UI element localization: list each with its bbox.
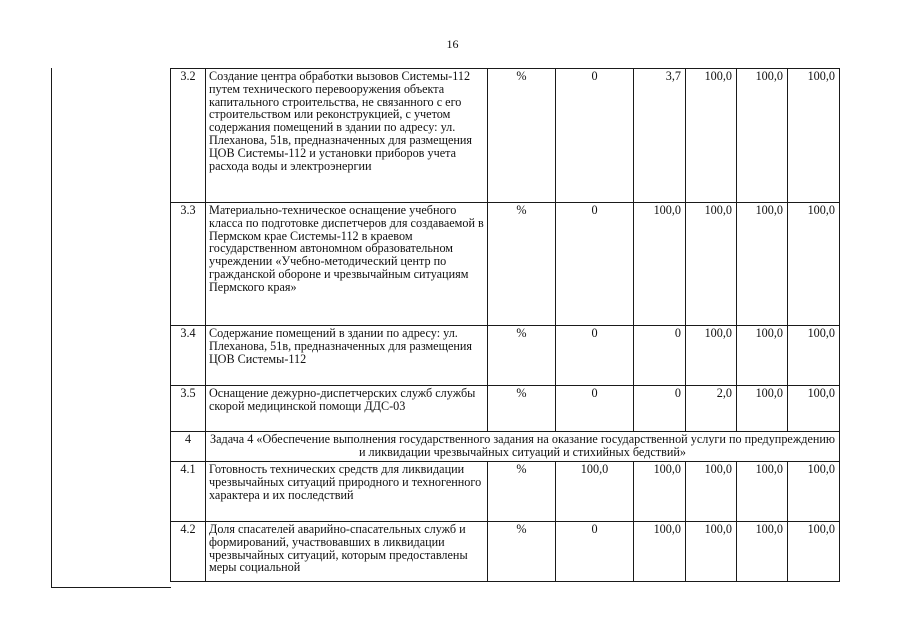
value-cell: 100,0 bbox=[737, 326, 788, 386]
row-number: 3.2 bbox=[171, 69, 206, 203]
table-row bbox=[171, 326, 840, 386]
value-cell: 100,0 bbox=[788, 522, 840, 582]
table-row bbox=[171, 522, 840, 582]
row-number: 3.5 bbox=[171, 386, 206, 432]
task-heading: Задача 4 «Обеспечение выполнения государственного задания на оказание государственной услуги по предупреждению и ликвидации чрезвычайных ситуаций и стихийных бедствий» bbox=[206, 432, 840, 462]
row-number: 4.2 bbox=[171, 522, 206, 582]
value-cell: 100,0 bbox=[788, 203, 840, 326]
indicators-table bbox=[170, 68, 840, 582]
value-cell: 100,0 bbox=[737, 522, 788, 582]
unit-cell: % bbox=[488, 462, 556, 522]
table-row bbox=[171, 69, 840, 203]
indicator-name: Оснащение дежурно-диспетчерских служб службы скорой медицинской помощи ДДС-03 bbox=[206, 386, 488, 432]
page-number: 16 bbox=[446, 37, 459, 51]
value-cell: 100,0 bbox=[737, 69, 788, 203]
value-cell: 100,0 bbox=[788, 69, 840, 203]
value-cell: 100,0 bbox=[788, 326, 840, 386]
table-row bbox=[171, 462, 840, 522]
indicator-name: Содержание помещений в здании по адресу: ул. Плеханова, 51в, предназначенных для размещения ЦОВ Системы-112 bbox=[206, 326, 488, 386]
value-cell: 100,0 bbox=[788, 386, 840, 432]
unit-cell: % bbox=[488, 326, 556, 386]
value-cell: 100,0 bbox=[686, 69, 737, 203]
value-cell: 100,0 bbox=[686, 326, 737, 386]
row-number: 3.4 bbox=[171, 326, 206, 386]
task-number: 4 bbox=[171, 432, 206, 462]
row-number: 3.3 bbox=[171, 203, 206, 326]
value-cell: 100,0 bbox=[686, 462, 737, 522]
value-cell: 0 bbox=[556, 522, 634, 582]
value-cell: 2,0 bbox=[686, 386, 737, 432]
indicator-name: Доля спасателей аварийно-спасательных служб и формирований, участвовавших в ликвидации чрезвычайных ситуаций, которым предоставлены меры социальной bbox=[206, 522, 488, 582]
value-cell: 0 bbox=[556, 69, 634, 203]
indicator-name: Материально-техническое оснащение учебного класса по подготовке диспетчеров для создаваемой в Пермском крае Системы-112 в краевом государственном автономном образовательном учреждении «Учебно-методический центр по гражданской обороне и чрезвычайным ситуациям Пермского края» bbox=[206, 203, 488, 326]
task-row bbox=[171, 432, 840, 462]
value-cell: 100,0 bbox=[737, 386, 788, 432]
unit-cell: % bbox=[488, 386, 556, 432]
value-cell: 100,0 bbox=[788, 462, 840, 522]
row-number: 4.1 bbox=[171, 462, 206, 522]
value-cell: 100,0 bbox=[634, 522, 686, 582]
value-cell: 100,0 bbox=[737, 462, 788, 522]
indicator-name: Готовность технических средств для ликвидации чрезвычайных ситуаций природного и техногенного характера и их последствий bbox=[206, 462, 488, 522]
value-cell: 0 bbox=[556, 326, 634, 386]
value-cell: 0 bbox=[634, 386, 686, 432]
value-cell: 100,0 bbox=[737, 203, 788, 326]
value-cell: 100,0 bbox=[686, 522, 737, 582]
left-border-line bbox=[51, 68, 52, 588]
indicator-name: Создание центра обработки вызовов Системы-112 путем технического перевооружения объекта капитального строительства, не связанного с его строительством или реконструкцией, с учетом содержания помещений в здании по адресу: ул. Плеханова, 51в, предназначенных для размещения ЦОВ Системы-112 и установки приборов учета расхода воды и электроэнергии bbox=[206, 69, 488, 203]
value-cell: 100,0 bbox=[686, 203, 737, 326]
value-cell: 0 bbox=[556, 386, 634, 432]
value-cell: 100,0 bbox=[556, 462, 634, 522]
unit-cell: % bbox=[488, 203, 556, 326]
value-cell: 0 bbox=[634, 326, 686, 386]
value-cell: 100,0 bbox=[634, 462, 686, 522]
table-row bbox=[171, 386, 840, 432]
value-cell: 3,7 bbox=[634, 69, 686, 203]
value-cell: 0 bbox=[556, 203, 634, 326]
unit-cell: % bbox=[488, 69, 556, 203]
table-row bbox=[171, 203, 840, 326]
bottom-border-line bbox=[51, 587, 171, 588]
unit-cell: % bbox=[488, 522, 556, 582]
value-cell: 100,0 bbox=[634, 203, 686, 326]
